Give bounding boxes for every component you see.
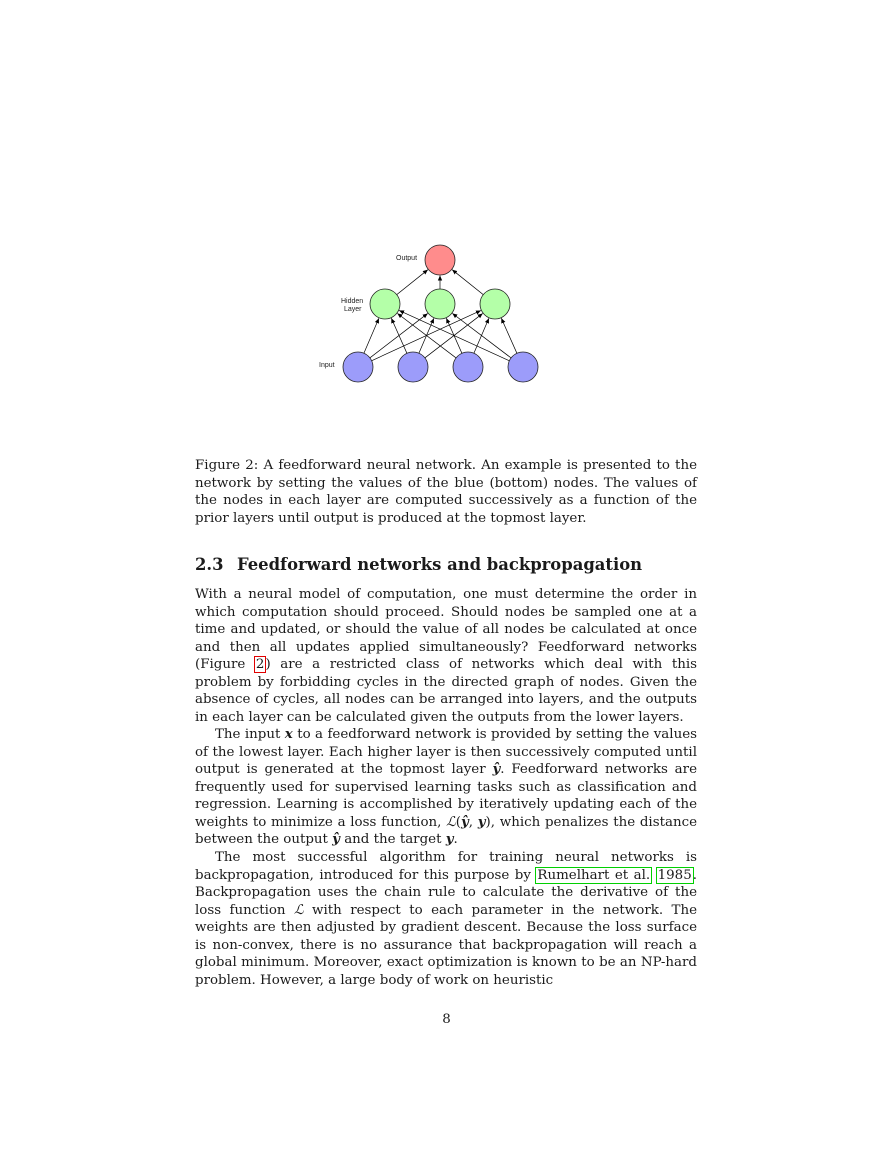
p3-text-c: with respect to each parameter in the network. The weights are then adjusted by gradient descent. Because the loss surface is non-convex, there is no assurance that backpropagation will reach a global minimum. Moreover, exact optimization is known to be an NP-hard problem. However, a large body of work on heuristic bbox=[195, 902, 698, 988]
p2-text-e: ), which penalizes the distance between the output bbox=[195, 814, 697, 848]
neural-network-figure bbox=[300, 235, 560, 395]
hidden-layer-label-line2: Layer bbox=[344, 306, 362, 313]
math-y: y bbox=[477, 813, 486, 830]
math-x: x bbox=[284, 726, 293, 742]
section-number: 2.3 bbox=[195, 555, 224, 574]
p2-text-g: . bbox=[453, 832, 458, 848]
page-number: 8 bbox=[442, 1012, 451, 1027]
math-yhat: ŷ bbox=[332, 831, 340, 848]
output-layer-label: Output bbox=[396, 255, 418, 262]
input-node bbox=[453, 352, 483, 382]
math-loss: ℒ bbox=[446, 814, 456, 830]
math-loss: ℒ bbox=[293, 902, 304, 918]
math-yhat: ŷ bbox=[492, 761, 501, 778]
p1-text-b: ) are a restricted class of networks which deal with this problem by forbidding cycles in the directed graph of nodes. Given the absence of cycles, all nodes can be arranged into layers, and the outputs in each layer can be calculated given the outputs from the lower layers. bbox=[195, 657, 697, 725]
input-layer-label: Input bbox=[319, 362, 335, 369]
hidden-node bbox=[370, 289, 400, 319]
figure-caption: Figure 2: A feedforward neural network. An example is presented to the network by setting the values of the blue (bottom) nodes. The values of the nodes in each layer are computed successively as a function of the prior layers until output is produced at the topmost layer. bbox=[195, 458, 697, 526]
hidden-node bbox=[480, 289, 510, 319]
p2-text-c: . Feedforward networks are frequently used for supervised learning tasks such as classification and regression. Learning is accomplished by iteratively updating each of the weights to minimize a loss function, bbox=[195, 762, 697, 830]
neural-network-diagram bbox=[300, 235, 560, 395]
p2-comma: , bbox=[468, 814, 478, 830]
math-yhat: ŷ bbox=[461, 813, 469, 830]
citation-year-link[interactable]: 1985 bbox=[657, 867, 692, 883]
section-heading bbox=[195, 555, 715, 574]
output-node bbox=[425, 245, 455, 275]
body-paragraph-1 bbox=[195, 586, 697, 726]
p1-text-a: With a neural model of computation, one must determine the order in which computation should proceed. Should nodes be sampled one at a time and updated, or should the value of all nodes be calculated at once and then all updates applied simultaneously? Feedforward networks (Figure bbox=[195, 587, 697, 673]
hidden-node bbox=[425, 289, 455, 319]
p2-text-f: and the target bbox=[339, 832, 446, 848]
p2-text-d: ( bbox=[455, 814, 461, 830]
input-node bbox=[343, 352, 373, 382]
citation-separator bbox=[651, 868, 656, 883]
body-paragraph-3 bbox=[195, 849, 697, 989]
p3-text-b: . Backpropagation uses the chain rule to calculate the derivative of the loss function bbox=[195, 867, 697, 918]
p3-text-a: The most successful algorithm for training neural networks is backpropagation, introduced for this purpose by bbox=[195, 850, 697, 883]
section-title: Feedforward networks and backpropagation bbox=[237, 555, 643, 574]
citation-author-link[interactable]: Rumelhart et al. bbox=[537, 867, 651, 883]
p2-text-a: The input bbox=[215, 727, 285, 742]
body-paragraph-2 bbox=[195, 726, 697, 849]
input-node bbox=[508, 352, 538, 382]
math-y: y bbox=[445, 831, 454, 848]
input-node bbox=[398, 352, 428, 382]
figure-reference-link[interactable]: 2 bbox=[255, 657, 265, 673]
hidden-layer-label-line1: Hidden bbox=[341, 298, 364, 305]
p2-text-b: to a feedforward network is provided by setting the values of the lowest layer. Each higher layer is then successively computed until output is generated at the topmost layer bbox=[195, 727, 697, 778]
